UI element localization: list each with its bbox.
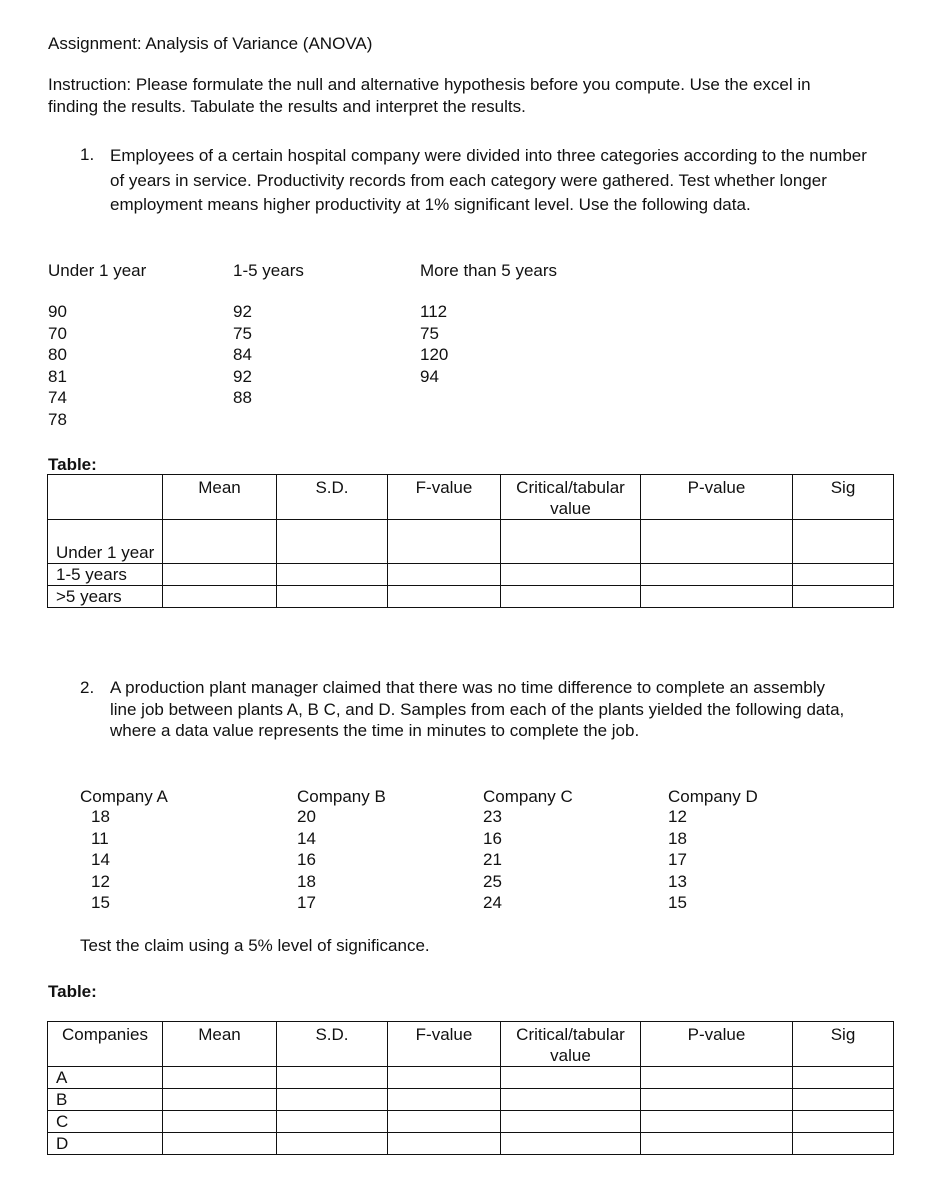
data-value: 88 <box>233 388 252 407</box>
table-cell[interactable] <box>163 586 277 608</box>
data-value: 17 <box>668 850 687 869</box>
q2-values-c <box>483 806 502 914</box>
table-cell[interactable] <box>388 1111 501 1133</box>
q2-results-table <box>47 1021 894 1155</box>
q1-group-label-under1: Under 1 year <box>48 261 147 280</box>
data-value: 84 <box>233 345 252 364</box>
table-cell[interactable] <box>277 564 388 586</box>
table-cell[interactable] <box>388 564 501 586</box>
table-cell[interactable] <box>641 586 793 608</box>
q2-values-d <box>668 806 687 914</box>
table-cell[interactable] <box>388 1133 501 1155</box>
data-value: 74 <box>48 388 67 407</box>
table-row <box>48 1133 894 1155</box>
data-value: 16 <box>483 828 502 848</box>
table-cell[interactable] <box>163 564 277 586</box>
q2-text: A production plant manager claimed that there was no time difference to complete an assembly line job between plants A, B C, and D. Samples from each of the plants yielded the following data, where a data value represents the time in minutes to complete the job. <box>110 678 845 740</box>
q2-group-label-b: Company B <box>297 787 386 806</box>
data-value: 13 <box>668 871 687 891</box>
table-cell[interactable] <box>163 1111 277 1133</box>
table-cell[interactable] <box>641 1111 793 1133</box>
q1-results-table <box>47 474 894 608</box>
data-value: 15 <box>91 893 110 912</box>
table-cell[interactable] <box>277 1067 388 1089</box>
header-companies: Companies <box>48 1022 163 1067</box>
table-cell[interactable] <box>793 1111 894 1133</box>
data-value: 21 <box>483 850 502 869</box>
data-value: 81 <box>48 366 67 386</box>
table-cell[interactable] <box>277 586 388 608</box>
instruction-text: Instruction: Please formulate the null and alternative hypothesis before you compute. Use the excel in finding the results. Tabulate the results and interpret the results. <box>48 75 811 116</box>
header-sig: Sig <box>793 475 894 520</box>
table-cell[interactable] <box>277 1111 388 1133</box>
row-label: B <box>48 1089 163 1111</box>
data-value: 25 <box>483 871 502 891</box>
table-cell[interactable] <box>163 1067 277 1089</box>
q2-table-label: Table: <box>48 982 97 1001</box>
data-value: 75 <box>233 323 252 343</box>
data-value: 18 <box>91 807 110 826</box>
data-value: 120 <box>420 345 449 364</box>
data-value: 11 <box>91 828 109 848</box>
table-cell[interactable] <box>501 586 641 608</box>
header-critical-value: Critical/tabular value <box>501 1022 641 1067</box>
q1-text: Employees of a certain hospital company were divided into three categories according to the number of years in service. Productivity records from each category were gathered. Test whether longer employment means higher productivity at 1% significant level. Use the following data. <box>110 146 867 214</box>
data-value: 12 <box>668 807 687 826</box>
row-label: Under 1 year <box>48 520 163 564</box>
data-value: 75 <box>420 323 439 343</box>
data-value: 80 <box>48 345 67 364</box>
table-cell[interactable] <box>793 1133 894 1155</box>
header-sd: S.D. <box>277 1022 388 1067</box>
row-label: A <box>48 1067 163 1089</box>
table-cell[interactable] <box>388 1067 501 1089</box>
row-label: D <box>48 1133 163 1155</box>
q2-group-label-d: Company D <box>668 787 758 806</box>
table-row <box>48 1067 894 1089</box>
table-cell[interactable] <box>388 586 501 608</box>
table-cell[interactable] <box>163 1089 277 1111</box>
data-value: 12 <box>91 871 110 891</box>
q1-group-label-1to5: 1-5 years <box>233 261 304 280</box>
data-value: 23 <box>483 807 502 826</box>
data-value: 92 <box>233 366 252 386</box>
table-cell[interactable] <box>641 1133 793 1155</box>
data-value: 78 <box>48 409 67 429</box>
data-value: 15 <box>668 893 687 912</box>
table-cell[interactable] <box>163 520 277 564</box>
header-mean: Mean <box>163 1022 277 1067</box>
assignment-title: Assignment: Analysis of Variance (ANOVA) <box>48 34 373 53</box>
table-cell[interactable] <box>793 564 894 586</box>
table-cell[interactable] <box>793 586 894 608</box>
data-value: 90 <box>48 302 67 321</box>
q2-group-label-a: Company A <box>80 787 168 806</box>
table-cell[interactable] <box>501 520 641 564</box>
data-value: 14 <box>91 850 110 869</box>
q2-group-label-c: Company C <box>483 787 573 806</box>
table-cell[interactable] <box>163 1133 277 1155</box>
data-value: 17 <box>297 893 316 912</box>
q1-number: 1. <box>80 145 95 164</box>
table-cell[interactable] <box>501 1089 641 1111</box>
q1-values-under1 <box>48 301 67 430</box>
data-value: 94 <box>420 366 439 386</box>
q1-values-1to5 <box>233 301 252 409</box>
row-label: C <box>48 1111 163 1133</box>
q2-claim-text: Test the claim using a 5% level of significance. <box>80 936 430 955</box>
q1-table-label: Table: <box>48 455 97 474</box>
table-cell[interactable] <box>277 520 388 564</box>
table-cell[interactable] <box>277 1089 388 1111</box>
q2-number: 2. <box>80 678 95 697</box>
table-row <box>48 1089 894 1111</box>
header-f-value: F-value <box>388 475 501 520</box>
table-cell[interactable] <box>793 1067 894 1089</box>
header-mean: Mean <box>163 475 277 520</box>
q1-group-label-over5: More than 5 years <box>420 261 558 280</box>
data-value: 70 <box>48 323 67 343</box>
table-cell[interactable] <box>388 1089 501 1111</box>
header-sd: S.D. <box>277 475 388 520</box>
header-p-value: P-value <box>641 475 793 520</box>
table-header-row <box>48 475 894 520</box>
table-row <box>48 1111 894 1133</box>
table-cell[interactable] <box>793 1089 894 1111</box>
table-cell[interactable] <box>388 520 501 564</box>
q2-values-a <box>91 806 110 914</box>
data-value: 24 <box>483 893 502 912</box>
table-row <box>48 564 894 586</box>
table-cell[interactable] <box>501 564 641 586</box>
table-row <box>48 520 894 564</box>
q1-values-over5 <box>420 301 448 387</box>
table-cell[interactable] <box>641 1089 793 1111</box>
header-cell <box>48 475 163 520</box>
data-value: 92 <box>233 302 252 321</box>
header-sig: Sig <box>793 1022 894 1067</box>
q2-values-b <box>297 806 316 914</box>
table-row <box>48 586 894 608</box>
header-critical-value: Critical/tabular value <box>501 475 641 520</box>
table-header-row <box>48 1022 894 1067</box>
table-cell[interactable] <box>793 520 894 564</box>
table-cell[interactable] <box>501 1067 641 1089</box>
data-value: 20 <box>297 807 316 826</box>
table-cell[interactable] <box>501 1111 641 1133</box>
table-cell[interactable] <box>277 1133 388 1155</box>
header-p-value: P-value <box>641 1022 793 1067</box>
row-label: >5 years <box>48 586 163 608</box>
row-label: 1-5 years <box>48 564 163 586</box>
table-cell[interactable] <box>641 1067 793 1089</box>
table-cell[interactable] <box>641 564 793 586</box>
data-value: 18 <box>668 828 687 848</box>
data-value: 112 <box>420 302 448 321</box>
data-value: 16 <box>297 850 316 869</box>
data-value: 18 <box>297 871 316 891</box>
table-cell[interactable] <box>501 1133 641 1155</box>
data-value: 14 <box>297 828 316 848</box>
header-f-value: F-value <box>388 1022 501 1067</box>
table-cell[interactable] <box>641 520 793 564</box>
